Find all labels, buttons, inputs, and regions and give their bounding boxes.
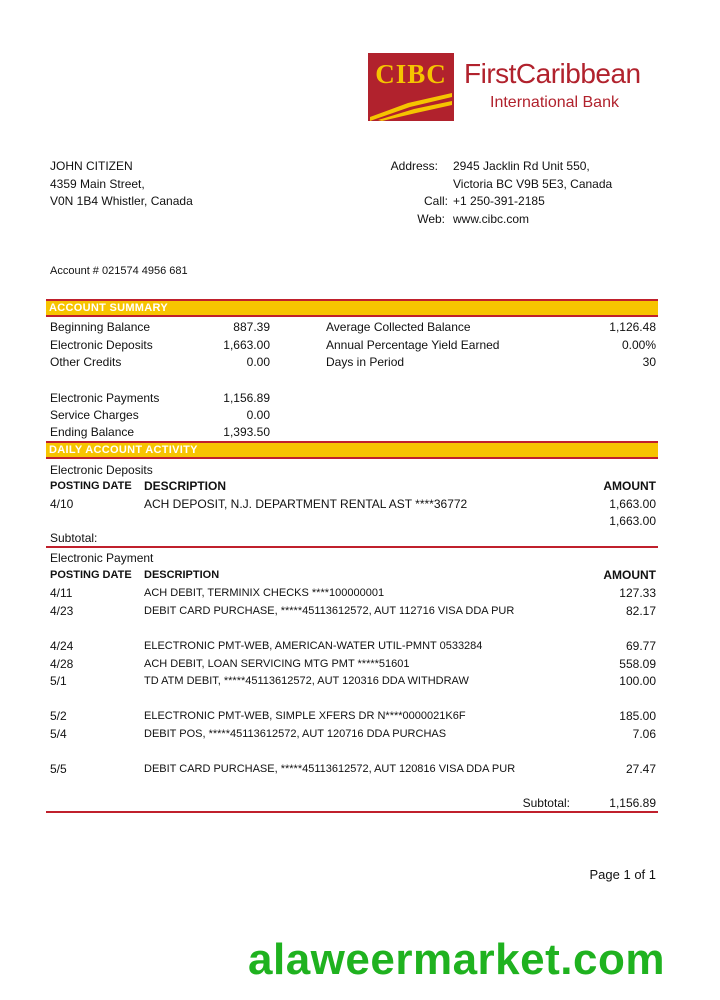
summary-label: Electronic Payments: [50, 391, 160, 405]
deposits-col-desc: DESCRIPTION: [144, 479, 227, 493]
summary-value: 0.00%: [621, 338, 656, 352]
section-divider: [46, 546, 658, 548]
summary-value: 1,126.48: [609, 320, 656, 334]
payment-amount: 100.00: [619, 674, 656, 688]
summary-label: Electronic Deposits: [50, 338, 153, 352]
customer-street: 4359 Main Street,: [50, 177, 145, 191]
call-value: +1 250-391-2185: [453, 194, 545, 208]
payments-col-amount: AMOUNT: [603, 568, 656, 582]
payments-col-date: POSTING DATE: [50, 569, 132, 581]
summary-label: Other Credits: [50, 355, 122, 369]
bank-subtitle: International Bank: [490, 94, 619, 111]
bar-divider: [46, 457, 658, 459]
deposit-amount: 1,663.00: [609, 497, 656, 511]
summary-value: 0.00: [246, 408, 270, 422]
deposit-desc: ACH DEPOSIT, N.J. DEPARTMENT RENTAL AST ****36772: [144, 497, 468, 511]
payments-subtotal-value: 1,156.89: [609, 796, 656, 810]
payment-desc: ACH DEBIT, LOAN SERVICING MTG PMT *****51601: [144, 658, 410, 670]
payments-col-desc: DESCRIPTION: [144, 569, 220, 581]
bank-name: FirstCaribbean: [464, 58, 641, 89]
payment-desc: ELECTRONIC PMT-WEB, AMERICAN-WATER UTIL-PMNT 0533284: [144, 640, 483, 652]
summary-label: Ending Balance: [50, 425, 135, 439]
payment-amount: 127.33: [619, 586, 656, 600]
summary-value: 0.00: [246, 355, 270, 369]
bank-logo: [368, 53, 454, 121]
summary-label: Service Charges: [50, 408, 139, 422]
section-divider: [46, 811, 658, 813]
payment-desc: ACH DEBIT, TERMINIX CHECKS ****100000001: [144, 587, 385, 599]
summary-value: 1,393.50: [223, 425, 270, 439]
deposit-date: 4/10: [50, 497, 74, 511]
account-summary-bar: [46, 299, 658, 315]
address-label: Address:: [390, 159, 438, 173]
summary-label: Days in Period: [326, 355, 405, 369]
summary-value: 1,156.89: [223, 391, 270, 405]
payment-amount: 82.17: [625, 604, 656, 618]
summary-label: Average Collected Balance: [326, 320, 471, 334]
account-number: Account # 021574 4956 681: [50, 265, 188, 277]
account-summary-title: ACCOUNT SUMMARY: [49, 302, 168, 314]
deposits-col-date: POSTING DATE: [50, 480, 132, 492]
summary-value: 1,663.00: [223, 338, 270, 352]
payment-amount: 27.47: [625, 762, 656, 776]
summary-value: 887.39: [233, 320, 270, 334]
logo-mark-icon: [368, 89, 454, 121]
payment-amount: 69.77: [625, 639, 656, 653]
payment-date: 5/4: [50, 727, 67, 741]
deposits-section-label: Electronic Deposits: [50, 463, 153, 477]
payment-date: 4/23: [50, 604, 74, 618]
summary-label: Annual Percentage Yield Earned: [326, 338, 500, 352]
summary-label: Beginning Balance: [50, 320, 151, 334]
payment-date: 5/2: [50, 709, 67, 723]
web-value: www.cibc.com: [453, 212, 530, 226]
deposits-col-amount: AMOUNT: [603, 479, 656, 493]
payment-date: 4/11: [50, 586, 73, 600]
payment-amount: 7.06: [632, 727, 656, 741]
call-label: Call:: [423, 194, 448, 208]
daily-activity-title: DAILY ACCOUNT ACTIVITY: [49, 444, 198, 456]
watermark: alaweermarket.com: [248, 935, 665, 984]
deposits-subtotal-label: Subtotal:: [50, 531, 98, 545]
deposits-total: 1,663.00: [609, 514, 656, 528]
summary-value: 30: [642, 355, 656, 369]
payment-amount: 185.00: [619, 709, 656, 723]
payment-date: 5/1: [50, 674, 67, 688]
payment-desc: DEBIT POS, *****45113612572, AUT 120716 DDA PURCHAS: [144, 728, 447, 740]
payment-amount: 558.09: [619, 657, 656, 671]
payments-subtotal-label: Subtotal:: [522, 796, 570, 810]
payments-section-label: Electronic Payment: [50, 551, 154, 565]
payment-desc: TD ATM DEBIT, *****45113612572, AUT 120316 DDA WITHDRAW: [144, 675, 469, 687]
address-line2: Victoria BC V9B 5E3, Canada: [453, 177, 613, 191]
payment-date: 5/5: [50, 762, 67, 776]
customer-city: V0N 1B4 Whistler, Canada: [50, 194, 193, 208]
page-number: Page 1 of 1: [589, 867, 656, 882]
web-label: Web:: [417, 212, 445, 226]
logo-text: CIBC: [375, 59, 447, 89]
customer-name: JOHN CITIZEN: [50, 159, 133, 173]
payment-desc: DEBIT CARD PURCHASE, *****45113612572, AUT 112716 VISA DDA PUR: [144, 605, 515, 617]
bar-divider: [46, 315, 658, 317]
payment-date: 4/28: [50, 657, 74, 671]
address-line1: 2945 Jacklin Rd Unit 550,: [453, 159, 590, 173]
payment-date: 4/24: [50, 639, 74, 653]
daily-activity-bar: [46, 441, 658, 457]
payment-desc: DEBIT CARD PURCHASE, *****45113612572, AUT 120816 VISA DDA PUR: [144, 763, 516, 775]
payment-desc: ELECTRONIC PMT-WEB, SIMPLE XFERS DR N****0000021K6F: [144, 710, 466, 722]
